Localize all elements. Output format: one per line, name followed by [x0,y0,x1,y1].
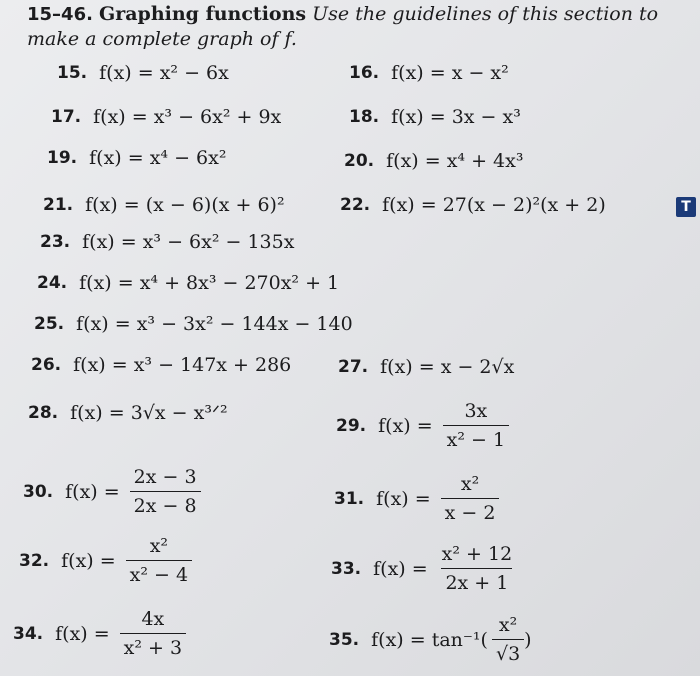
problem-number: 35. [329,629,360,650]
problem-23 [40,231,294,253]
problem-rhs: ) [524,628,532,651]
fraction [120,608,186,659]
fraction-denominator: 2x + 1 [441,568,512,594]
problem-expression: f(x) = x⁴ + 8x³ − 270x² + 1 [79,272,340,294]
fraction [126,535,192,586]
problem-number: 30. [23,481,54,502]
problem-expression: f(x) = x⁴ + 4x³ [386,150,524,172]
problem-number: 34. [13,623,44,644]
problem-16 [349,62,509,84]
problem-number: 18. [349,107,380,127]
problem-number: 19. [47,148,78,168]
problem-27 [338,356,514,378]
problem-expression: f(x) = 27(x − 2)²(x + 2) [382,194,606,216]
problem-29 [336,400,509,451]
problem-number: 22. [340,195,371,215]
problem-lhs: f(x) = [61,549,116,572]
fraction-numerator: 2x − 3 [133,466,197,488]
problem-expression: f(x) = x³ − 3x² − 144x − 140 [76,313,353,335]
problem-expression: f(x) = x³ − 6x² + 9x [93,106,282,128]
problem-number: 28. [28,403,59,423]
problem-expression: f(x) = x³ − 6x² − 135x [82,231,295,253]
fraction [130,466,201,517]
fraction-denominator: x² − 1 [443,425,509,451]
fraction-numerator: x² [149,535,169,557]
problem-expression: f(x) = x⁴ − 6x² [89,147,227,169]
fraction [492,614,524,665]
problem-number: 31. [334,488,365,509]
exercise-range: 15–46. [27,4,93,25]
problem-20 [344,150,523,172]
problem-number: 15. [57,63,88,83]
problem-number: 17. [51,107,82,127]
problem-number: 29. [336,415,367,436]
problem-lhs: f(x) = [55,622,110,645]
problem-number: 16. [349,63,380,83]
fraction-denominator: √3 [492,639,524,665]
fraction [438,543,517,594]
section-heading [27,2,677,52]
problem-21 [43,194,285,216]
fraction-denominator: x − 2 [441,498,500,524]
problem-31 [334,473,499,524]
problem-15 [57,62,229,84]
problem-25 [34,313,353,335]
problem-expression: f(x) = x − 2√x [380,356,515,378]
problem-26 [31,354,291,376]
problem-17 [51,106,281,128]
problem-lhs: f(x) = [378,414,433,437]
fraction-denominator: x² − 4 [126,560,192,586]
fraction-numerator: x² [460,473,480,495]
problem-lhs: f(x) = [373,557,428,580]
fraction-numerator: 4x [141,608,165,630]
fraction [443,400,509,451]
fraction-numerator: x² + 12 [441,543,513,565]
problem-19 [47,147,226,169]
problem-34 [13,608,186,659]
exercise-instruction: Use the guidelines of this section to make a complete graph of f. [27,3,659,50]
problem-expression: f(x) = 3x − x³ [391,106,521,128]
problem-number: 21. [43,195,74,215]
problem-18 [349,106,521,128]
problem-expression: f(x) = x² − 6x [99,62,229,84]
fraction-denominator: 2x − 8 [130,491,201,517]
problem-32 [19,535,192,586]
problem-number: 33. [331,558,362,579]
fraction-numerator: 3x [464,400,488,422]
problem-expression: f(x) = (x − 6)(x + 6)² [85,194,285,216]
problem-24 [37,272,339,294]
problem-33 [331,543,516,594]
problem-number: 32. [19,550,50,571]
problem-35 [329,614,532,665]
problem-number: 25. [34,314,65,334]
problem-number: 26. [31,355,62,375]
fraction [441,473,500,524]
problem-lhs: f(x) = [376,487,431,510]
problem-number: 20. [344,151,375,171]
exercise-title: Graphing functions [98,3,307,25]
problem-22 [340,194,606,216]
problem-number: 23. [40,232,71,252]
problem-30 [23,466,201,517]
problem-28 [28,402,228,424]
problem-number: 24. [37,273,68,293]
problem-number: 27. [338,357,369,377]
problem-expression: f(x) = 3√x − x³ᐟ² [70,402,228,424]
fraction-denominator: x² + 3 [120,633,186,659]
problem-expression: f(x) = x³ − 147x + 286 [73,354,292,376]
fraction-numerator: x² [498,614,518,636]
technology-badge: T [676,197,696,217]
problem-lhs: f(x) = tan⁻¹( [371,628,488,651]
problem-expression: f(x) = x − x² [391,62,509,84]
problem-lhs: f(x) = [65,480,120,503]
